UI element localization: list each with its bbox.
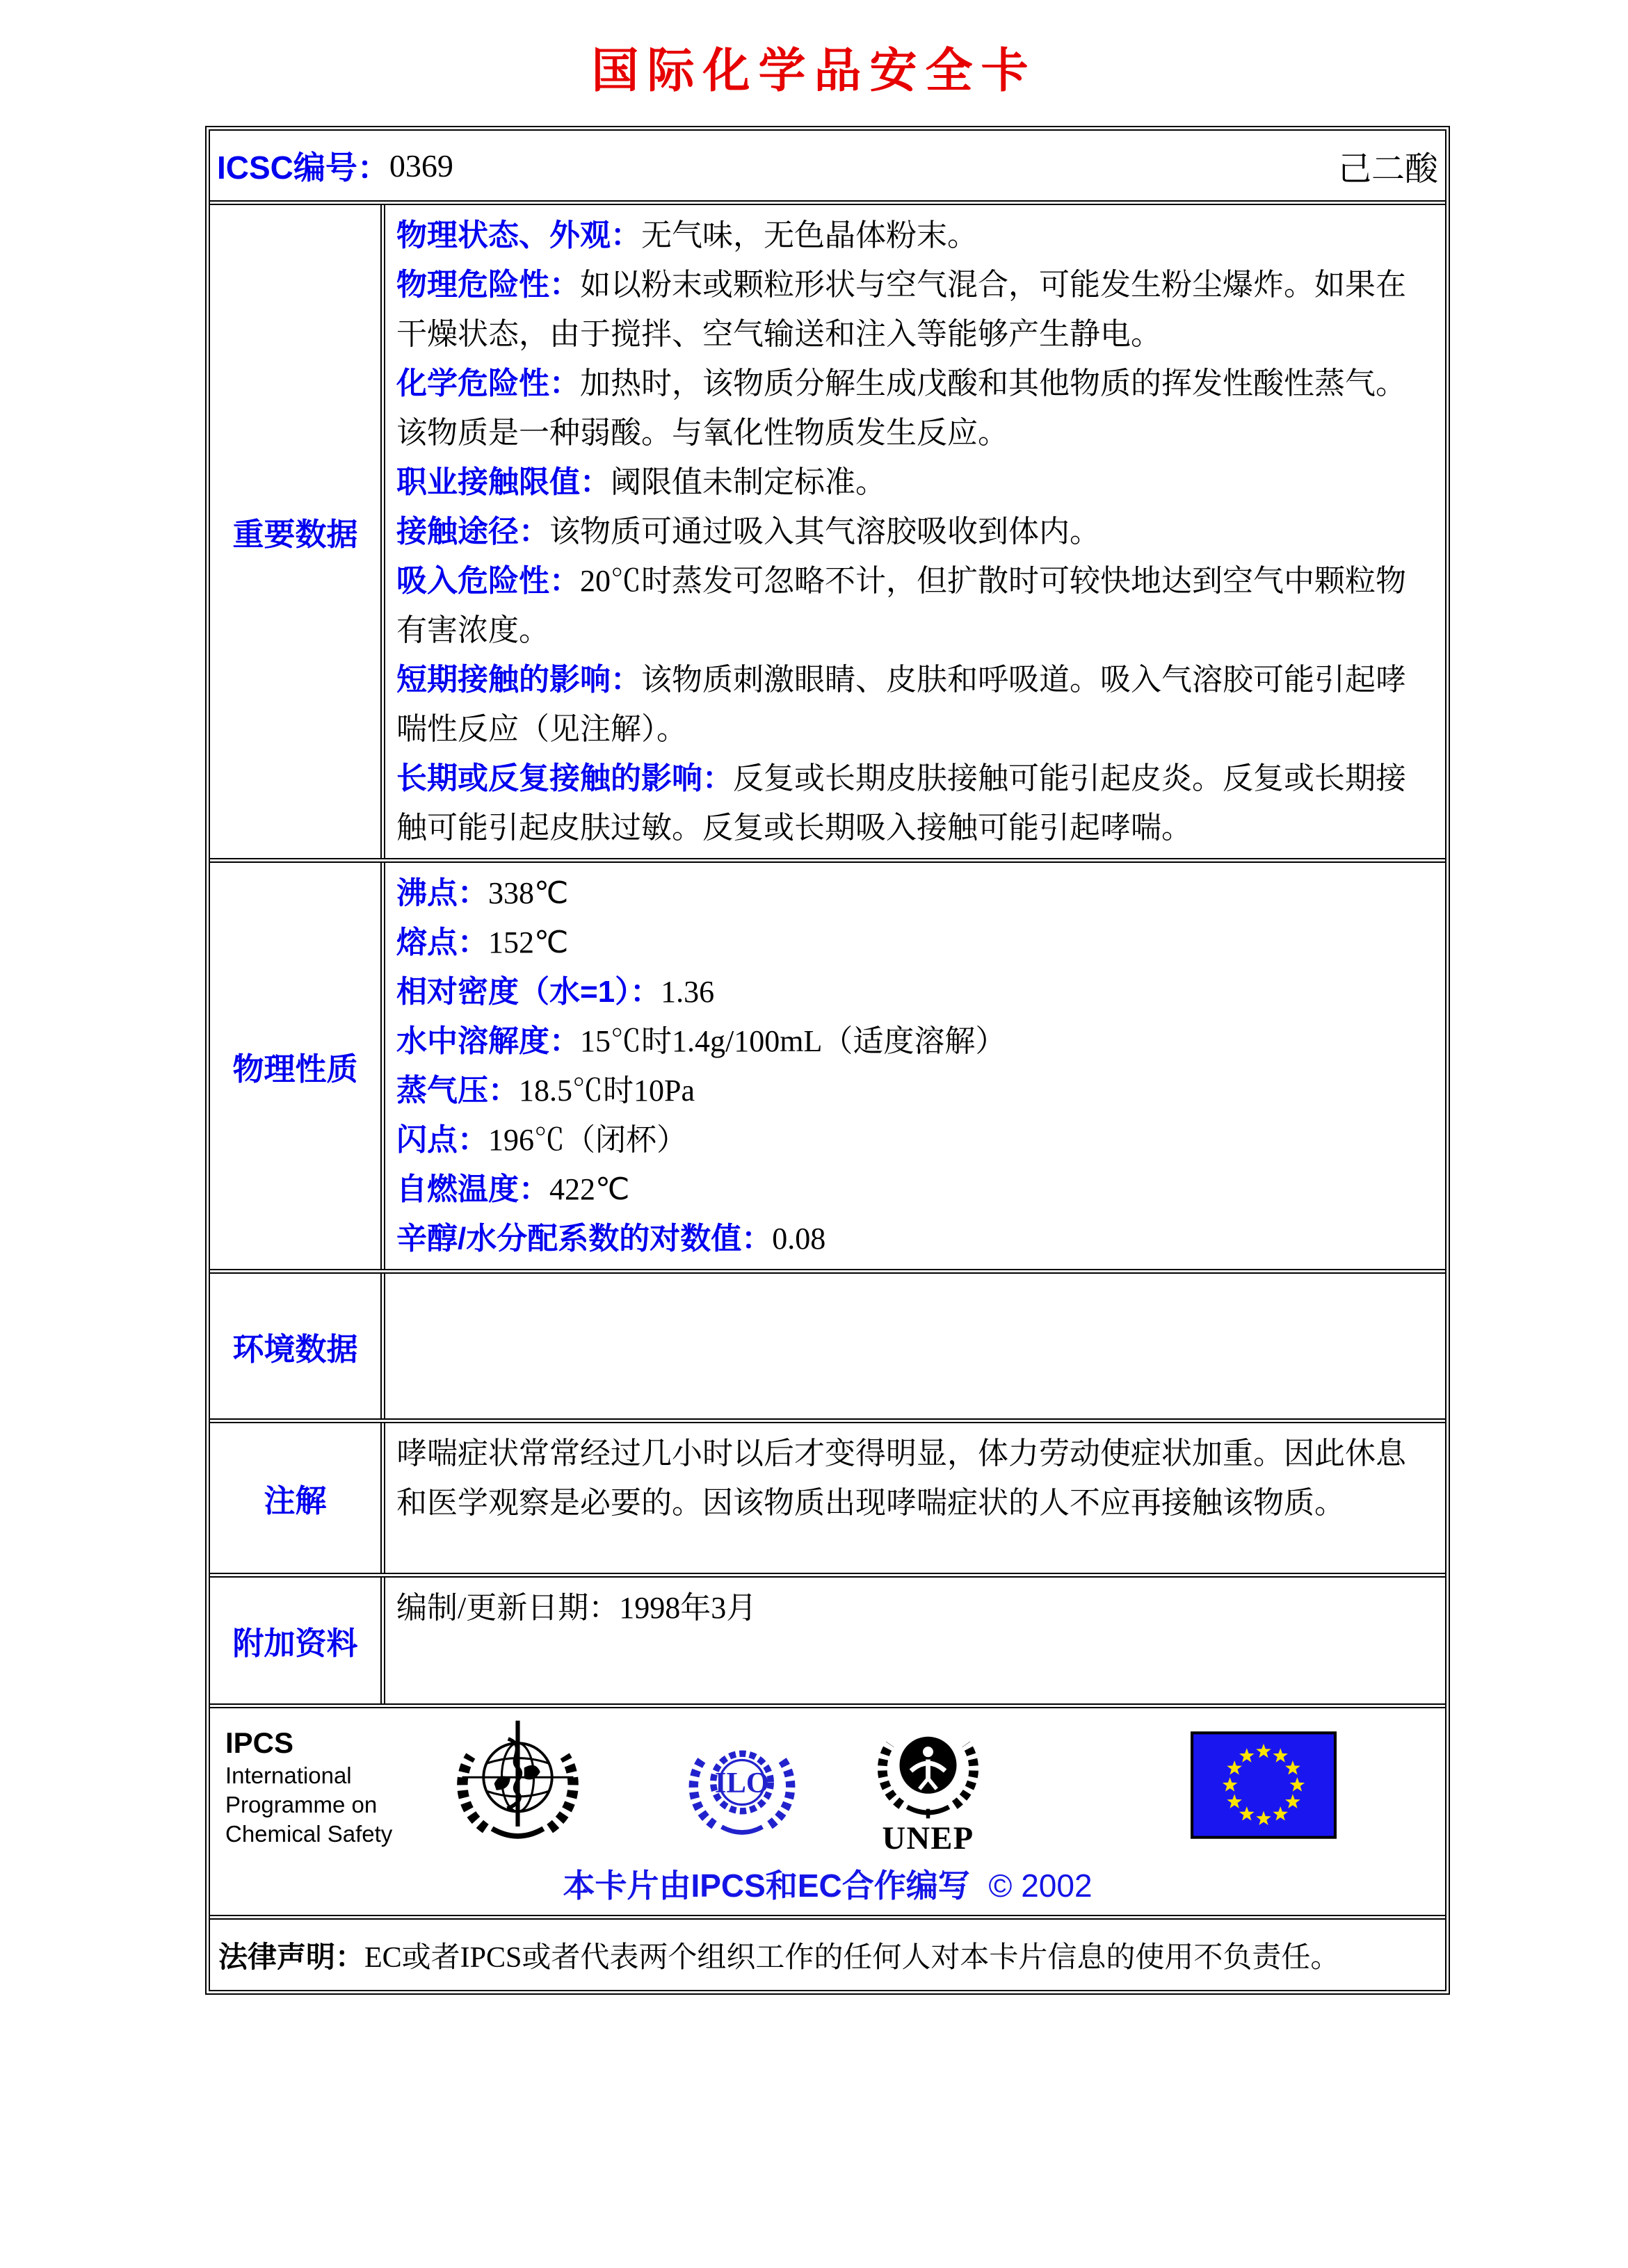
field-value: 422℃ (549, 1172, 630, 1206)
ipcs-text-block (225, 1725, 434, 1849)
cooperation-caption (210, 1861, 1445, 1906)
field-value: 加热时，该物质分解生成戊酸和其他物质的挥发性酸性蒸气。该物质是一种弱酸。与氧化性物质发生反应。 (396, 366, 1406, 450)
icsc-card (205, 126, 1450, 1995)
page-title: 国际化学品安全卡 (591, 44, 1037, 97)
field-label: 接触途径： (396, 515, 549, 549)
data-item (396, 1165, 1434, 1214)
additional-info-content: 编制/更新日期：1998年3月 (396, 1591, 757, 1625)
field-value: 338℃ (488, 876, 569, 910)
field-label: 长期或反复接触的影响： (396, 761, 733, 795)
field-label: 蒸气压： (396, 1074, 519, 1108)
unep-logo-icon (871, 1714, 985, 1860)
field-label: 沸点： (396, 876, 488, 910)
who-logo-icon (453, 1715, 582, 1858)
icsc-number-label: ICSC编号： (217, 149, 389, 186)
section-label-notes: 注解 (210, 1423, 385, 1573)
organization-logos-row (210, 1703, 1445, 1915)
card-header-row (210, 131, 1445, 200)
logo-strip (210, 1715, 1445, 1858)
field-value: 如以粉末或颗粒形状与空气混合，可能发生粉尘爆炸。如果在干燥状态，由于搅拌、空气输送和注入等能够产生静电。 (396, 268, 1406, 351)
field-label: 物理状态、外观： (396, 218, 641, 252)
section-notes (210, 1418, 1445, 1573)
section-label-important-data: 重要数据 (210, 205, 385, 858)
ilo-logo-icon (686, 1724, 798, 1849)
notes-content: 哮喘症状常常经过几小时以后才变得明显，体力劳动使症状加重。因此休息和医学观察是必要的。因该物质出现哮喘症状的人不应再接触该物质。 (396, 1436, 1406, 1520)
data-item (396, 359, 1434, 457)
data-item (396, 507, 1434, 556)
field-value: 0.08 (772, 1222, 826, 1256)
field-label: 化学危险性： (396, 366, 580, 400)
field-value: 该物质刺激眼睛、皮肤和呼吸道。吸入气溶胶可能引起哮喘性反应（见注解）。 (396, 663, 1406, 746)
ipcs-line: Programme on (225, 1791, 378, 1817)
ilo-logo-label: ILO (714, 1766, 770, 1799)
icsc-number-value: 0369 (389, 147, 453, 184)
environmental-data-content (385, 1274, 1445, 1418)
field-value: 152℃ (488, 925, 569, 959)
field-value: 该物质可通过吸入其气溶胶吸收到体内。 (549, 515, 1100, 549)
ipcs-line: International (225, 1762, 352, 1788)
copyright-text: © 2002 (988, 1868, 1093, 1904)
field-label: 水中溶解度： (396, 1024, 580, 1058)
field-value: 18.5℃时10Pa (519, 1074, 695, 1108)
section-additional-info (210, 1573, 1445, 1703)
field-label: 物理危险性： (396, 268, 580, 302)
cooperation-caption-text: 本卡片由IPCS和EC合作编写 (563, 1868, 970, 1904)
ipcs-acronym: IPCS (225, 1726, 294, 1759)
field-label: 辛醇/水分配系数的对数值： (396, 1222, 773, 1256)
field-label: 职业接触限值： (396, 465, 611, 499)
field-value: 20℃时蒸发可忽略不计，但扩散时可较快地达到空气中颗粒物有害浓度。 (396, 564, 1406, 647)
physical-properties-content (385, 863, 1445, 1269)
data-item (396, 260, 1434, 359)
important-data-content (385, 205, 1445, 858)
field-value: 反复或长期皮肤接触可能引起皮炎。反复或长期接触可能引起皮肤过敏。反复或长期吸入接触可能引起哮喘。 (396, 761, 1406, 845)
legal-notice-row (210, 1915, 1445, 1990)
data-item (396, 918, 1434, 967)
legal-notice (218, 1934, 1339, 1976)
field-label: 闪点： (396, 1123, 488, 1157)
field-value: 15℃时1.4g/100mL（适度溶解） (580, 1024, 1006, 1058)
data-item (396, 967, 1434, 1016)
data-item (396, 868, 1434, 918)
section-label-physical-properties: 物理性质 (210, 863, 385, 1269)
chemical-name: 己二酸 (1337, 150, 1438, 188)
unep-logo-label: UNEP (882, 1820, 974, 1856)
data-item (396, 457, 1434, 507)
section-label-additional-info: 附加资料 (210, 1578, 385, 1703)
data-item (396, 1115, 1434, 1165)
section-label-environmental-data: 环境数据 (210, 1274, 385, 1418)
eu-flag-icon (1191, 1731, 1337, 1842)
field-value: 无气味，无色晶体粉末。 (641, 218, 978, 252)
section-environmental-data (210, 1269, 1445, 1418)
section-physical-properties (210, 858, 1445, 1269)
field-value: 阈限值未制定标准。 (611, 465, 886, 499)
field-label: 相对密度（水=1）： (396, 975, 661, 1009)
field-label: 熔点： (396, 925, 488, 959)
data-item (396, 1016, 1434, 1066)
field-label: 短期接触的影响： (396, 663, 641, 697)
data-item (396, 1214, 1434, 1263)
data-item (396, 655, 1434, 754)
data-item (396, 556, 1434, 655)
icsc-number-group (217, 143, 453, 188)
field-label: 吸入危险性： (396, 564, 580, 598)
ipcs-line: Chemical Safety (225, 1820, 393, 1847)
data-item (396, 211, 1434, 260)
data-item (396, 754, 1434, 852)
field-value: 196℃（闭杯） (488, 1123, 687, 1157)
field-value: 1.36 (661, 975, 715, 1009)
section-important-data (210, 200, 1445, 858)
legal-notice-text: EC或者IPCS或者代表两个组织工作的任何人对本卡片信息的使用不负责任。 (364, 1941, 1340, 1974)
field-label: 自燃温度： (396, 1172, 549, 1206)
data-item (396, 1066, 1434, 1115)
legal-notice-label: 法律声明： (218, 1940, 365, 1973)
